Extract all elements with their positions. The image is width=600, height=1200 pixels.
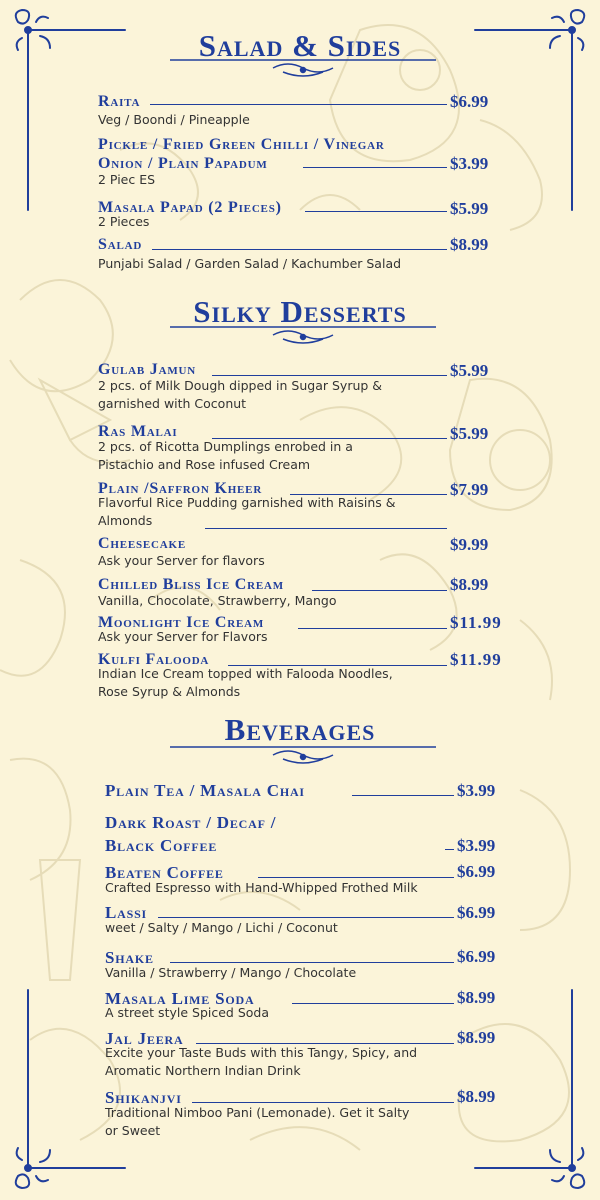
item-name: Kulfi Falooda	[98, 651, 210, 668]
item-description: 2 Pieces	[98, 214, 150, 229]
dot-leader	[258, 877, 454, 878]
title-ornament	[170, 741, 436, 765]
dot-leader	[150, 104, 447, 105]
item-price: $8.99	[457, 1087, 496, 1106]
item-name: Plain Tea / Masala Chai	[105, 781, 305, 800]
dot-leader	[352, 795, 454, 796]
item-description: 2 Piec ES	[98, 172, 156, 187]
item-price: $5.99	[450, 424, 489, 443]
dot-leader	[298, 628, 447, 629]
section-title-beverages: Beverages	[224, 712, 376, 747]
section-title-silky-desserts: Silky Desserts	[193, 294, 407, 329]
item-price: $5.99	[450, 361, 489, 380]
item-price: $8.99	[457, 988, 496, 1007]
item-price: $5.99	[450, 199, 489, 218]
item-description: Rose Syrup & Almonds	[98, 684, 241, 699]
item-name: Shake	[105, 948, 154, 967]
item-description: Indian Ice Cream topped with Falooda Noodles,	[98, 666, 393, 681]
item-name: Dark Roast / Decaf /	[105, 813, 277, 832]
item-name: Jal Jeera	[105, 1029, 184, 1048]
item-price: $6.99	[457, 947, 496, 966]
item-description: Veg / Boondi / Pineapple	[98, 112, 250, 127]
item-description: Excite your Taste Buds with this Tangy, Spicy, and	[105, 1045, 418, 1060]
item-price: $8.99	[457, 1028, 496, 1047]
item-price: $9.99	[450, 535, 489, 554]
item-name: Moonlight Ice Cream	[98, 614, 265, 631]
item-price: $6.99	[450, 92, 489, 111]
item-name: Masala Papad (2 Pieces)	[98, 199, 282, 216]
item-description: Traditional Nimboo Pani (Lemonade). Get it Salty	[105, 1105, 410, 1120]
item-name: Lassi	[105, 903, 148, 922]
item-description: Crafted Espresso with Hand-Whipped Frothed Milk	[105, 880, 418, 895]
item-name: Cheesecake	[98, 535, 187, 552]
item-name: Ras Malai	[98, 423, 178, 440]
item-description: Flavorful Rice Pudding garnished with Raisins &	[98, 495, 396, 510]
item-description: Ask your Server for flavors	[98, 553, 265, 568]
title-ornament	[170, 321, 436, 345]
item-price: $6.99	[457, 903, 496, 922]
dot-leader	[292, 1003, 454, 1004]
item-description: Vanilla, Chocolate, Strawberry, Mango	[98, 593, 337, 608]
item-name: Chilled Bliss Ice Cream	[98, 576, 284, 593]
dot-leader	[305, 211, 447, 212]
item-description: 2 pcs. of Ricotta Dumplings enrobed in a	[98, 439, 353, 454]
item-description: 2 pcs. of Milk Dough dipped in Sugar Syrup &	[98, 378, 383, 393]
dot-leader	[205, 528, 447, 529]
item-name: Gulab Jamun	[98, 361, 197, 378]
item-name: Salad	[98, 236, 143, 253]
item-price: $6.99	[457, 862, 496, 881]
item-description: Punjabi Salad / Garden Salad / Kachumber Salad	[98, 256, 402, 271]
item-price: $3.99	[457, 781, 496, 800]
item-price: $8.99	[450, 235, 489, 254]
item-name: Raita	[98, 93, 141, 110]
item-name: Plain /Saffron Kheer	[98, 480, 263, 497]
item-description: weet / Salty / Mango / Lichi / Coconut	[105, 920, 338, 935]
item-description: Vanilla / Strawberry / Mango / Chocolate	[105, 965, 357, 980]
item-name: Masala Lime Soda	[105, 989, 255, 1008]
item-description: Pistachio and Rose infused Cream	[98, 457, 311, 472]
item-description: or Sweet	[105, 1123, 161, 1138]
item-price: $3.99	[457, 836, 496, 855]
dot-leader	[303, 167, 447, 168]
dot-leader	[152, 249, 447, 250]
item-description: A street style Spiced Soda	[105, 1005, 269, 1020]
dot-leader	[212, 375, 447, 376]
item-price: $11.99	[450, 613, 502, 632]
item-description: garnished with Coconut	[98, 396, 247, 411]
item-price: $8.99	[450, 575, 489, 594]
dot-leader	[170, 962, 454, 963]
item-price: $11.99	[450, 650, 502, 669]
dot-leader	[192, 1102, 454, 1103]
section-title-salad-sides: Salad & Sides	[198, 28, 402, 63]
item-description: Ask your Server for Flavors	[98, 629, 268, 644]
title-ornament	[170, 54, 436, 78]
item-description: Almonds	[98, 513, 153, 528]
item-name: Pickle / Fried Green Chilli / Vinegar	[98, 136, 385, 153]
dot-leader	[445, 849, 454, 850]
item-name-line2: Black Coffee	[105, 836, 218, 855]
item-description: Aromatic Northern Indian Drink	[105, 1063, 301, 1078]
dot-leader	[312, 590, 447, 591]
item-name-line2: Onion / Plain Papadum	[98, 155, 268, 172]
item-name: Shikanjvi	[105, 1088, 182, 1107]
dot-leader	[158, 917, 454, 918]
item-name: Beaten Coffee	[105, 863, 224, 882]
item-price: $3.99	[450, 154, 489, 173]
item-price: $7.99	[450, 480, 489, 499]
